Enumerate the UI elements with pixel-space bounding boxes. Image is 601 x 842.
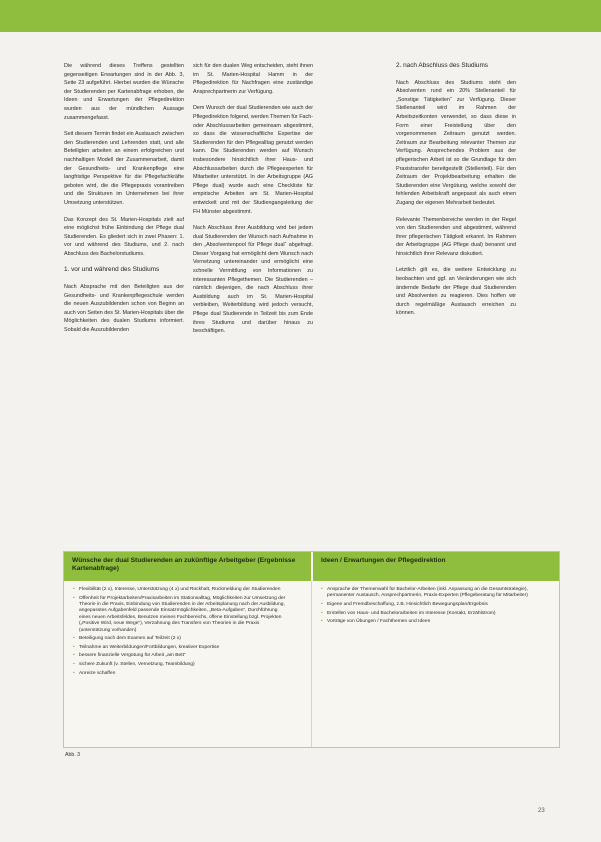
list-item: • Anreize schaffen bbox=[73, 671, 288, 677]
list-item: • sichere Zukunft (v. Stellen, Vernetzung, Teambildung) bbox=[73, 662, 288, 668]
text-column-1 bbox=[64, 62, 184, 343]
list-item: • Flexibilität (2 x), Interesse, Unterstützung (4 x) und Rückhalt, Rückmeldung der Studierenden bbox=[73, 587, 288, 593]
paragraph: Die während dieses Treffens gestellten gegenseitigen Erwartungen sind in der Abb. 3, Seite 23 aufgeführt. Hierbei wurden die Wünsche der Studierenden per Kartenabfrage erhoben, die Ideen und Erwartungen der Pflegedirektion wurden aus der mündlichen Aussage zusammengefasst. bbox=[64, 63, 184, 121]
paragraph: Letztlich gilt es, die weitere Entwicklung zu beobachten und ggf. an Veränderungen wie sich ändernde Bedarfe der Pflege dual Studierenden und Absolventen zu reagieren. Dies hoffen wir durch regelmäßige Austausch erreichen zu können. bbox=[396, 267, 516, 317]
list-item: • Beteiligung nach dem Examen auf Teilzeit (2 x) bbox=[73, 636, 288, 642]
header-color-bar bbox=[0, 0, 601, 32]
table-header-students: Wünsche der dual Studierenden an zukünftige Arbeitgeber (Ergebnisse Kartenabfrage) bbox=[64, 552, 311, 581]
list-item: • Eigene und Fremdbeschaffung, z.B. Hinsichtlich Bewegungsplan/Ergebnis bbox=[321, 602, 536, 608]
section-heading-1: 1. vor und während des Studiums bbox=[64, 266, 160, 274]
list-item: • Teilnahme an Weiterbildungen/Fortbildungen, kreativer Expertise bbox=[73, 645, 288, 651]
list-item: • Ansprache der Themenwahl für Bachelor-Arbeiten (inkl. Anpassung an die Gesamtstrategie), permanenter Austausch, Ansprechpartnerin, Praxis-Experten (Pflegeberatung für Mitarbeiter) bbox=[321, 587, 536, 600]
text-column-3 bbox=[396, 62, 516, 326]
expectations-table bbox=[63, 551, 560, 748]
direction-ideas-list bbox=[321, 587, 536, 628]
figure-caption: Abb. 3 bbox=[65, 752, 80, 758]
section-heading-2: 2. nach Abschluss des Studiums bbox=[396, 62, 489, 69]
text-column-2 bbox=[193, 62, 313, 344]
list-item: • bessere finanzielle Vergütung für Arbeit „am Bett“ bbox=[73, 653, 288, 659]
paragraph: Seit diesem Termin findet ein Austausch zwischen den Studierenden und Lehrenden statt, und alle Beteiligten arbeiten an einem erfolgreichen und nachhaltigen Modell der Zusammenarbeit, damit der Gesundheits- und Krankenpflege eine langfristige Perspektive für die Pflegefachkräfte geboten wird, die die Pflegepraxis vorantreiben und die Strukturen im Unternehmen bei ihrer Umsetzung unterstützen. bbox=[64, 131, 184, 206]
list-item: • Vorträge von Übungen / Fachthemen und Ideen bbox=[321, 619, 536, 625]
student-wishes-list bbox=[73, 587, 288, 679]
paragraph: Nach Abschluss ihrer Ausbildung wird bei jedem dual Studierenden der Wunsch nach Aufnahme in den „Absolventenpool für Pflege dual“ abgefragt. Dieser Vorgang hat ermöglicht dem Wunsch nach Vernetzung untereinander und ermöglicht eine schnelle Vermittlung von Informationen zu interessanten Pflegethemen. Die Studierenden – nämlich diejenigen, die nach Abschluss ihrer Ausbildung auch im St. Marien-Hospital verbleiben, Weiterbildung wird jedoch versucht, Pflege dual Studierende in Teilzeit bis zum Ende ihres Studiums und darüber hinaus zu beschäftigen. bbox=[193, 225, 313, 335]
paragraph: Nach Absprache mit den Beteiligten aus der Gesundheits- und Krankenpflegeschule werden die neuen Auszubildenden schon von Beginn an auch von Seiten des St. Marien-Hospitals über die Möglichkeiten des dualen Studiums informiert. Sobald die Auszubildenden bbox=[64, 284, 184, 334]
paragraph: Relevante Themenbereiche werden in der Regel von den Studierenden und abgestimmt, während ihrer pflegerischen Tätigkeit erkannt. Im Rahmen der Arbeitsgruppe (AG Pflege dual) benannt und hinsichtlich ihrer Relevanz diskutiert. bbox=[396, 216, 516, 257]
list-item: • Offenheit für Projektarbeiten/Praxisarbeiten im Stationsalltag, Möglichkeiten zur Umsetzung der Theorie in die Praxis, Einbindung von Studierenden in der Arbeitsplanung nach der Ausbildung, angepasstes Aufgabenfeld passende Einsatzmöglichkeiten, „Beta-Aufgaben“, Durchführung eines neuen Arbeitsfeldes, Benutzen meines Fachbereichs, offene Einstellung bzgl. Projekten („Positive Wird, neue Wege“), Verzahnung des Transfers von Theorien in die Praxis (unterstützung vorhanden) bbox=[73, 596, 288, 634]
paragraph: sich für den dualen Weg entscheiden, steht ihnen im St. Marien-Hospital Hamm in der Pflegedirektion für Nachfragen eine zuständige Ansprechpartnerin zur Verfügung. bbox=[193, 63, 313, 95]
paragraph: Dem Wunsch der dual Studierenden wie auch der Pflegedirektion folgend, werden Themen für Fach- oder Abschlussarbeiten gemeinsam abgestimmt, so dass die wissenschaftliche Expertise der Studierenden für den Pflegealltag genutzt werden kann. Die Studierenden werden auf Wunsch insbesondere hinsichtlich ihrer Haus- und Abschlussarbeiten durch die Pflegeexperten für Mitarbeiter unterstützt. In der Arbeitsgruppe (AG Pflege dual) wurde auch eine Checkliste für empirische Arbeiten am St. Marien-Hospital entwickelt und mit der Studiengangsleitung der FH Münster abgestimmt. bbox=[193, 105, 313, 215]
paragraph: Das Konzept des St. Marien-Hospitals zielt auf eine möglichst frühe Einbindung der Pflege dual Studierenden. Es gliedert sich in zwei Phasen: 1. vor und während des Studiums, und 2. nach Abschluss des Bachelorstudiums. bbox=[64, 216, 184, 257]
list-item: • Erstellen von Haus- und Bachelorarbeiten im Interesse (Kontakt, Erzählstrom) bbox=[321, 611, 536, 617]
column-divider bbox=[311, 581, 312, 747]
paragraph: Nach Abschluss des Studiums steht den Absolventen rund ein 20% Stellenanteil für „Sonstige Tätigkeiten“ zur Verfügung. Dieser Stellenanteil wird im Rahmen der Arbeitszeitkonten verwendet, so dass diese in Form einer Freistellung über den vorgenommenen Zeitraum genutzt werden. Zeitraum zur Bearbeitung relevanter Themen zur Verfügung. Ansprechendes Problem aus der pflegerischen Arbeit ist so die Grundlage für den Praxistransfer bereitgestellt (Stellenteil). Für den Zeitraum der Projektbearbeitung erhalten die Studierenden eine Vergütung, welche sowohl der fehlenden Arbeitskraft angepasst als auch einen Zugang der eigenen Mehrarbeit bedeutet. bbox=[396, 79, 516, 206]
page-number: 23 bbox=[538, 808, 545, 814]
table-header-direction: Ideen / Erwartungen der Pflegedirektion bbox=[312, 552, 559, 581]
